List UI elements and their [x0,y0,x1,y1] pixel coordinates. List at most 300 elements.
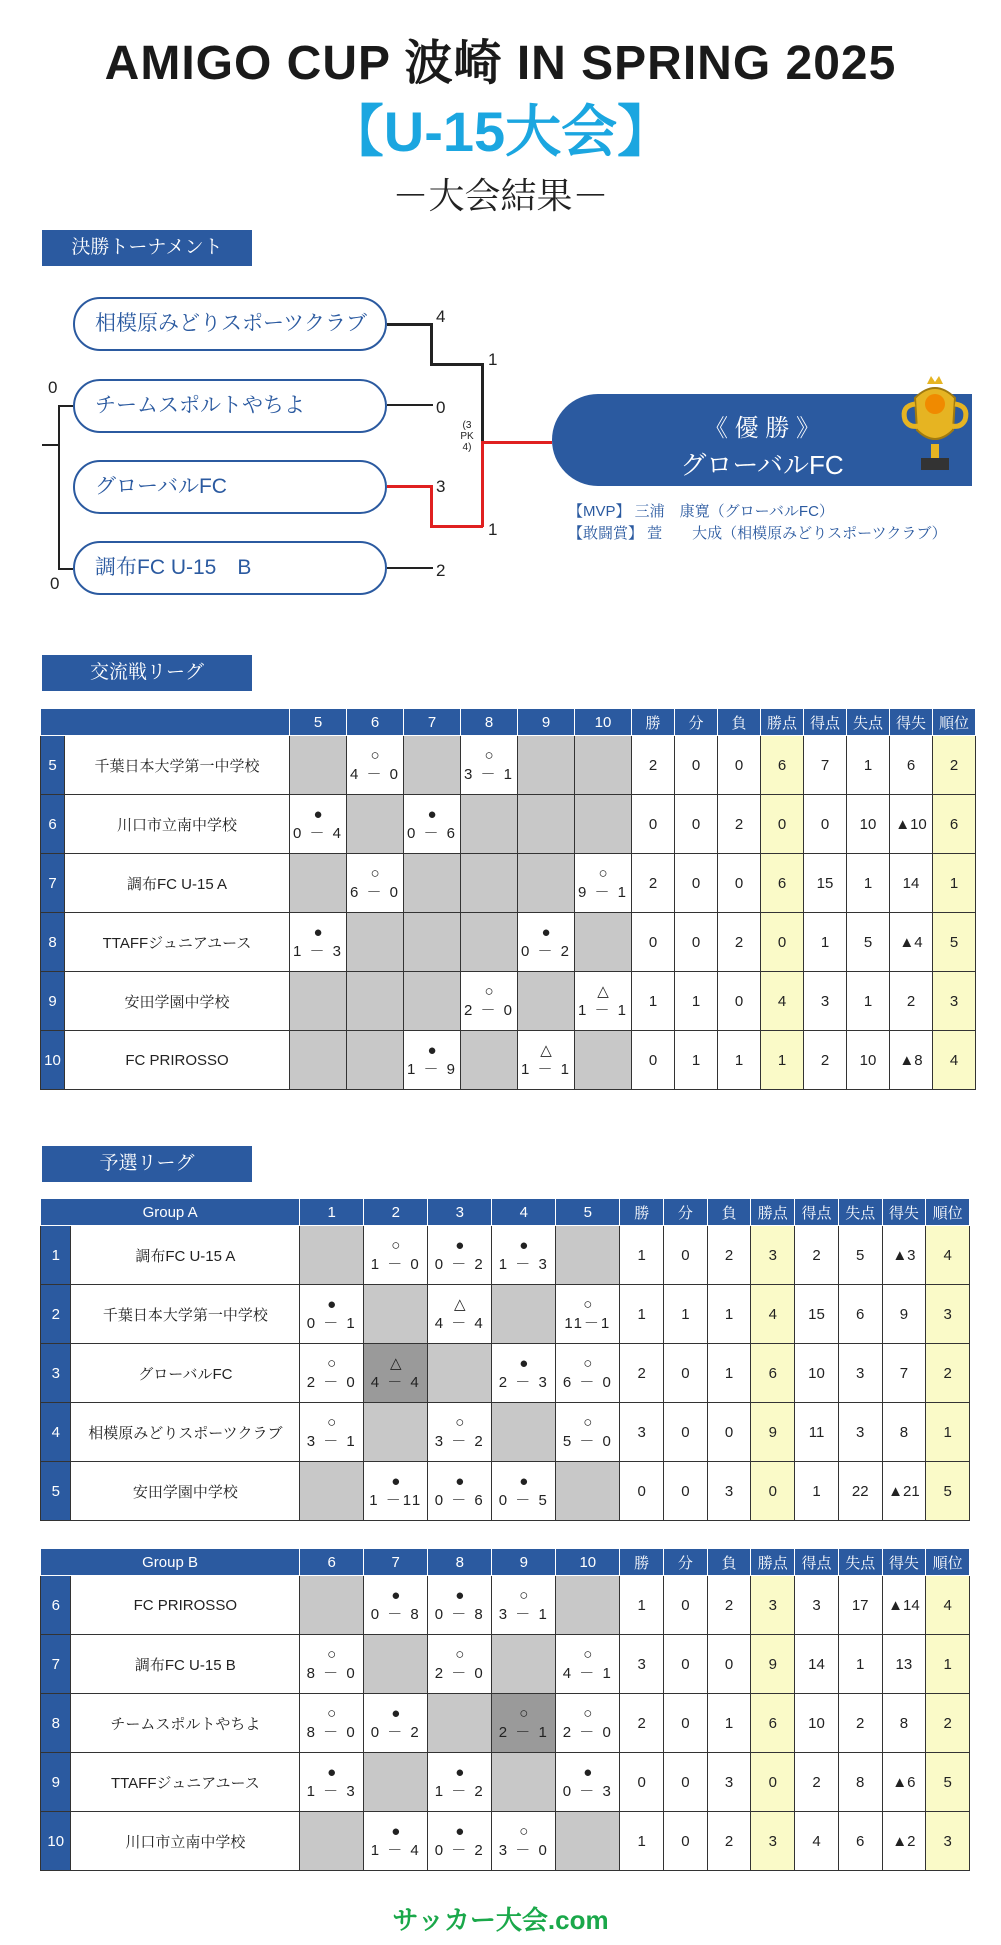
stat-goals-against: 10 [847,795,890,854]
team-name: TTAFFジュニアユース [65,913,290,972]
stat-rank: 4 [933,1031,976,1090]
match-cell [404,795,461,854]
result-symbol: ● [455,1586,465,1604]
result-score: 5 － 0 [562,1433,613,1450]
match-cell [492,1462,556,1521]
stat-wins: 1 [620,1576,664,1635]
result-score: 2 － 0 [434,1665,485,1682]
result-score: 2 － 0 [463,1002,515,1019]
match-cell [556,1344,620,1403]
match-result [290,923,346,962]
stat-goal-diff: 8 [882,1694,926,1753]
stat-losses: 1 [707,1694,751,1753]
header-cell: Group B [41,1549,300,1576]
match-result [347,864,403,903]
match-result [364,1472,427,1511]
result-symbol: ○ [484,746,494,764]
header-cell: 失点 [838,1199,882,1226]
header-cell: 得点 [804,709,847,736]
header-cell: 順位 [926,1549,970,1576]
stat-goal-diff: 14 [890,854,933,913]
match-result [556,1413,619,1452]
header-cell: 4 [492,1199,556,1226]
stat-goals-for: 3 [795,1576,839,1635]
result-symbol: ● [583,1763,593,1781]
header-cell: 3 [428,1199,492,1226]
match-cell [428,1812,492,1871]
bracket-line [430,323,433,365]
match-cell [404,913,461,972]
bracket-line [387,404,433,406]
result-score: 6 － 0 [562,1374,613,1391]
row-number: 7 [41,1635,71,1694]
result-score: 0 － 8 [434,1606,485,1623]
match-cell [492,1344,556,1403]
row-number: 9 [41,1753,71,1812]
result-symbol: △ [540,1041,552,1059]
stat-losses: 0 [718,854,761,913]
result-symbol: ● [327,1763,337,1781]
stat-points: 0 [761,795,804,854]
table-row [41,1285,970,1344]
match-result [364,1586,427,1625]
result-score: 3 － 2 [434,1433,485,1450]
team-name: 千葉日本大学第一中学校 [65,736,290,795]
stat-goal-diff: 13 [882,1635,926,1694]
stat-wins: 2 [632,736,675,795]
header-cell: 得失 [882,1549,926,1576]
result-symbol: ● [327,1295,337,1313]
stat-points: 4 [751,1285,795,1344]
stat-rank: 4 [926,1576,970,1635]
table-row [41,1462,970,1521]
bracket-line-winner [430,525,483,528]
stat-goal-diff: ▲2 [882,1812,926,1871]
result-symbol: ○ [583,1354,593,1372]
match-result [575,864,631,903]
result-score: 0 － 4 [292,825,344,842]
result-score: 1 － 3 [498,1256,549,1273]
result-symbol: ● [391,1822,401,1840]
result-symbol: ● [541,923,551,941]
match-result [364,1236,427,1275]
result-symbol: ● [455,1763,465,1781]
team-name: 安田学園中学校 [71,1462,300,1521]
stat-rank: 2 [926,1344,970,1403]
stat-goals-against: 1 [838,1635,882,1694]
stat-rank: 1 [933,854,976,913]
stat-wins: 2 [632,854,675,913]
final-team-4: 調布FC U-15 B [73,541,387,595]
result-symbol: ○ [391,1236,401,1254]
stat-wins: 3 [620,1403,664,1462]
header-cell: 勝点 [751,1199,795,1226]
table-row [41,736,976,795]
table-row [41,1635,970,1694]
stat-goals-against: 22 [838,1462,882,1521]
header-cell [41,709,290,736]
match-cell [300,1462,364,1521]
stat-goals-for: 11 [795,1403,839,1462]
match-cell [404,736,461,795]
match-cell [518,1031,575,1090]
header-cell: 分 [675,709,718,736]
match-cell [404,972,461,1031]
team-name: 千葉日本大学第一中学校 [71,1285,300,1344]
result-symbol: ○ [327,1413,337,1431]
match-cell [300,1694,364,1753]
match-cell [556,1753,620,1812]
header-cell: 10 [556,1549,620,1576]
stat-goal-diff: 7 [882,1344,926,1403]
result-score: 4 － 0 [349,766,401,783]
match-cell [428,1226,492,1285]
result-score: 6 － 0 [349,884,401,901]
stat-goal-diff: 6 [890,736,933,795]
row-number: 5 [41,1462,71,1521]
table-row [41,1344,970,1403]
score-semi2-bottom: 2 [436,561,446,580]
score-final-bottom: 1 [488,520,498,539]
stat-losses: 2 [707,1576,751,1635]
match-cell [556,1285,620,1344]
result-score: 1 － 2 [434,1783,485,1800]
score-final-top: 1 [488,350,498,369]
match-cell [575,795,632,854]
stat-rank: 2 [933,736,976,795]
stat-draws: 0 [664,1344,708,1403]
match-cell [347,972,404,1031]
result-symbol: △ [389,1354,402,1372]
stat-points: 0 [751,1462,795,1521]
trophy-icon [895,368,975,488]
champion-label: 《 優 勝 》 [703,415,820,442]
stat-wins: 2 [620,1344,664,1403]
row-number: 5 [41,736,65,795]
table-row [41,1694,970,1753]
match-result [575,982,631,1021]
header-cell: 得点 [795,1199,839,1226]
result-score: 1 － 0 [370,1256,421,1273]
stat-wins: 0 [632,795,675,854]
final-team-2: チームスポルトやちよ [73,379,387,433]
match-cell [428,1403,492,1462]
match-cell [461,795,518,854]
stat-rank: 5 [926,1753,970,1812]
match-cell [461,736,518,795]
result-score: 0 － 8 [370,1606,421,1623]
result-score: 11－1 [564,1315,612,1332]
match-cell [428,1576,492,1635]
match-result [428,1645,491,1684]
match-cell [428,1694,492,1753]
stat-points: 9 [751,1635,795,1694]
match-result [492,1704,555,1743]
row-number: 4 [41,1403,71,1462]
match-result [492,1586,555,1625]
header-cell: 8 [428,1549,492,1576]
result-score: 0 － 2 [434,1256,485,1273]
champion-team: グローバルFC [680,450,844,480]
stat-points: 1 [761,1031,804,1090]
header-cell: 1 [300,1199,364,1226]
match-cell [461,854,518,913]
stat-goal-diff: ▲10 [890,795,933,854]
result-symbol: ● [391,1472,401,1490]
stat-goals-for: 10 [795,1344,839,1403]
stat-goal-diff: ▲4 [890,913,933,972]
match-cell [492,1403,556,1462]
result-score: 3 － 1 [306,1433,357,1450]
result-symbol: ● [391,1586,401,1604]
stat-wins: 0 [620,1462,664,1521]
table-row [41,854,976,913]
result-symbol: ○ [327,1704,337,1722]
row-number: 10 [41,1031,65,1090]
bracket-line [58,405,60,570]
stat-wins: 0 [632,913,675,972]
header-cell: 順位 [933,709,976,736]
match-cell [347,736,404,795]
stat-goals-against: 6 [838,1285,882,1344]
result-symbol: ○ [583,1645,593,1663]
match-cell [492,1576,556,1635]
stat-points: 3 [751,1226,795,1285]
team-name: FC PRIROSSO [71,1576,300,1635]
match-cell [428,1344,492,1403]
results-heading: －大会結果－ [392,175,609,216]
match-result [300,1645,363,1684]
match-cell [404,1031,461,1090]
stat-goals-against: 10 [847,1031,890,1090]
stat-points: 9 [751,1403,795,1462]
header-cell: 5 [556,1199,620,1226]
header-cell: 5 [290,709,347,736]
page-title: AMIGO CUP 波崎 IN SPRING 2025 [104,37,897,90]
header-cell: 2 [364,1199,428,1226]
stat-rank: 3 [926,1285,970,1344]
table-row [41,1812,970,1871]
result-score: 0 － 2 [520,943,572,960]
match-cell [290,913,347,972]
page-subtitle: 【U-15大会】 [327,100,674,163]
result-symbol: ● [313,923,323,941]
match-result [428,1822,491,1861]
result-symbol: ● [519,1354,529,1372]
result-symbol: △ [597,982,609,1000]
match-cell [290,1031,347,1090]
match-cell [461,913,518,972]
stat-wins: 1 [620,1285,664,1344]
match-cell [428,1462,492,1521]
match-cell [300,1285,364,1344]
stat-wins: 1 [632,972,675,1031]
match-cell [575,854,632,913]
match-cell [428,1285,492,1344]
stat-wins: 1 [620,1226,664,1285]
result-score: 2 － 0 [562,1724,613,1741]
stat-draws: 1 [664,1285,708,1344]
header-cell: 得失 [882,1199,926,1226]
stat-goals-against: 5 [838,1226,882,1285]
result-symbol: ○ [327,1354,337,1372]
stat-draws: 0 [675,854,718,913]
result-symbol: ○ [598,864,608,882]
stat-wins: 1 [620,1812,664,1871]
stat-losses: 3 [707,1753,751,1812]
stat-goals-for: 1 [804,913,847,972]
stat-goal-diff: 8 [882,1403,926,1462]
result-symbol: ● [455,1236,465,1254]
stat-goals-against: 5 [847,913,890,972]
stat-draws: 0 [675,795,718,854]
match-cell [492,1812,556,1871]
result-symbol: ● [313,805,323,823]
result-symbol: ○ [519,1822,529,1840]
result-symbol: ● [519,1472,529,1490]
match-result [492,1472,555,1511]
header-cell: 勝点 [751,1549,795,1576]
stat-goals-against: 1 [847,854,890,913]
match-cell [364,1344,428,1403]
table-header [41,1199,970,1226]
header-cell: 分 [664,1199,708,1226]
section-exchange: 交流戦リーグ [42,655,252,691]
result-symbol: ● [427,1041,437,1059]
table-row [41,913,976,972]
match-result [518,1041,574,1080]
stat-goals-against: 17 [838,1576,882,1635]
stat-wins: 0 [620,1753,664,1812]
bracket-line [58,568,73,570]
header-cell: Group A [41,1199,300,1226]
team-name: TTAFFジュニアユース [71,1753,300,1812]
match-cell [364,1285,428,1344]
result-score: 1 － 3 [306,1783,357,1800]
stat-draws: 0 [664,1694,708,1753]
match-cell [364,1226,428,1285]
match-cell [364,1812,428,1871]
stat-points: 6 [761,736,804,795]
team-name: 川口市立南中学校 [65,795,290,854]
table-header [41,1549,970,1576]
site-logo: サッカー大会.com [392,1905,609,1935]
match-result [556,1295,619,1334]
header-cell: 勝 [632,709,675,736]
match-result [518,923,574,962]
stat-goals-against: 3 [838,1403,882,1462]
match-cell [518,795,575,854]
header-cell: 失点 [838,1549,882,1576]
score-left-bottom: 0 [50,574,60,593]
bracket-line-winner [481,443,484,527]
section-prelim: 予選リーグ [42,1146,252,1182]
row-number: 8 [41,1694,71,1753]
match-result [300,1295,363,1334]
match-cell [347,1031,404,1090]
stat-wins: 2 [620,1694,664,1753]
fighting-award: 【敢闘賞】 萱 大成（相模原みどりスポーツクラブ） [568,525,947,542]
header-cell: 8 [461,709,518,736]
match-result [428,1472,491,1511]
match-cell [492,1226,556,1285]
bracket-line-winner [430,485,433,527]
stat-goal-diff: ▲3 [882,1226,926,1285]
match-result [300,1704,363,1743]
stat-rank: 4 [926,1226,970,1285]
match-cell [300,1635,364,1694]
match-cell [290,736,347,795]
stat-goal-diff: ▲14 [882,1576,926,1635]
section-final: 決勝トーナメント [42,230,252,266]
header-cell: 勝 [620,1199,664,1226]
result-score: 1 －11 [369,1492,423,1509]
row-number: 10 [41,1812,71,1871]
match-result [428,1413,491,1452]
match-cell [300,1753,364,1812]
match-result [556,1704,619,1743]
stat-goals-for: 0 [804,795,847,854]
header-cell: 勝点 [761,709,804,736]
match-cell [575,972,632,1031]
match-cell [461,972,518,1031]
stat-losses: 3 [707,1462,751,1521]
stat-losses: 1 [718,1031,761,1090]
score-semi1-top: 4 [436,307,446,326]
group-b-table [40,1548,970,1871]
stat-draws: 0 [675,736,718,795]
stat-draws: 0 [664,1403,708,1462]
final-team-3: グローバルFC [73,460,387,514]
match-result [428,1763,491,1802]
result-score: 8 － 0 [306,1665,357,1682]
match-cell [290,972,347,1031]
stat-goals-for: 10 [795,1694,839,1753]
result-score: 0 － 2 [370,1724,421,1741]
stat-goals-for: 2 [795,1226,839,1285]
result-score: 3 － 1 [463,766,515,783]
result-score: 1 － 1 [520,1061,572,1078]
bracket-line [42,444,58,446]
result-score: 2 － 3 [498,1374,549,1391]
match-result [461,982,517,1021]
header-cell: 負 [718,709,761,736]
stat-rank: 6 [933,795,976,854]
row-number: 2 [41,1285,71,1344]
stat-goals-against: 2 [838,1694,882,1753]
match-result [300,1763,363,1802]
result-symbol: ● [391,1704,401,1722]
team-name: 調布FC U-15 A [71,1226,300,1285]
stat-rank: 3 [933,972,976,1031]
team-name: 調布FC U-15 B [71,1635,300,1694]
stat-draws: 0 [664,1635,708,1694]
match-cell [518,854,575,913]
stat-points: 3 [751,1812,795,1871]
match-result [290,805,346,844]
bracket-line-winner [481,441,552,444]
stat-goal-diff: ▲8 [890,1031,933,1090]
match-result [364,1822,427,1861]
stat-goals-for: 14 [795,1635,839,1694]
result-symbol: ○ [455,1413,465,1431]
stat-losses: 0 [718,972,761,1031]
match-cell [556,1403,620,1462]
stat-rank: 1 [926,1403,970,1462]
row-number: 6 [41,795,65,854]
stat-goals-for: 2 [795,1753,839,1812]
result-score: 4 － 4 [434,1315,485,1332]
